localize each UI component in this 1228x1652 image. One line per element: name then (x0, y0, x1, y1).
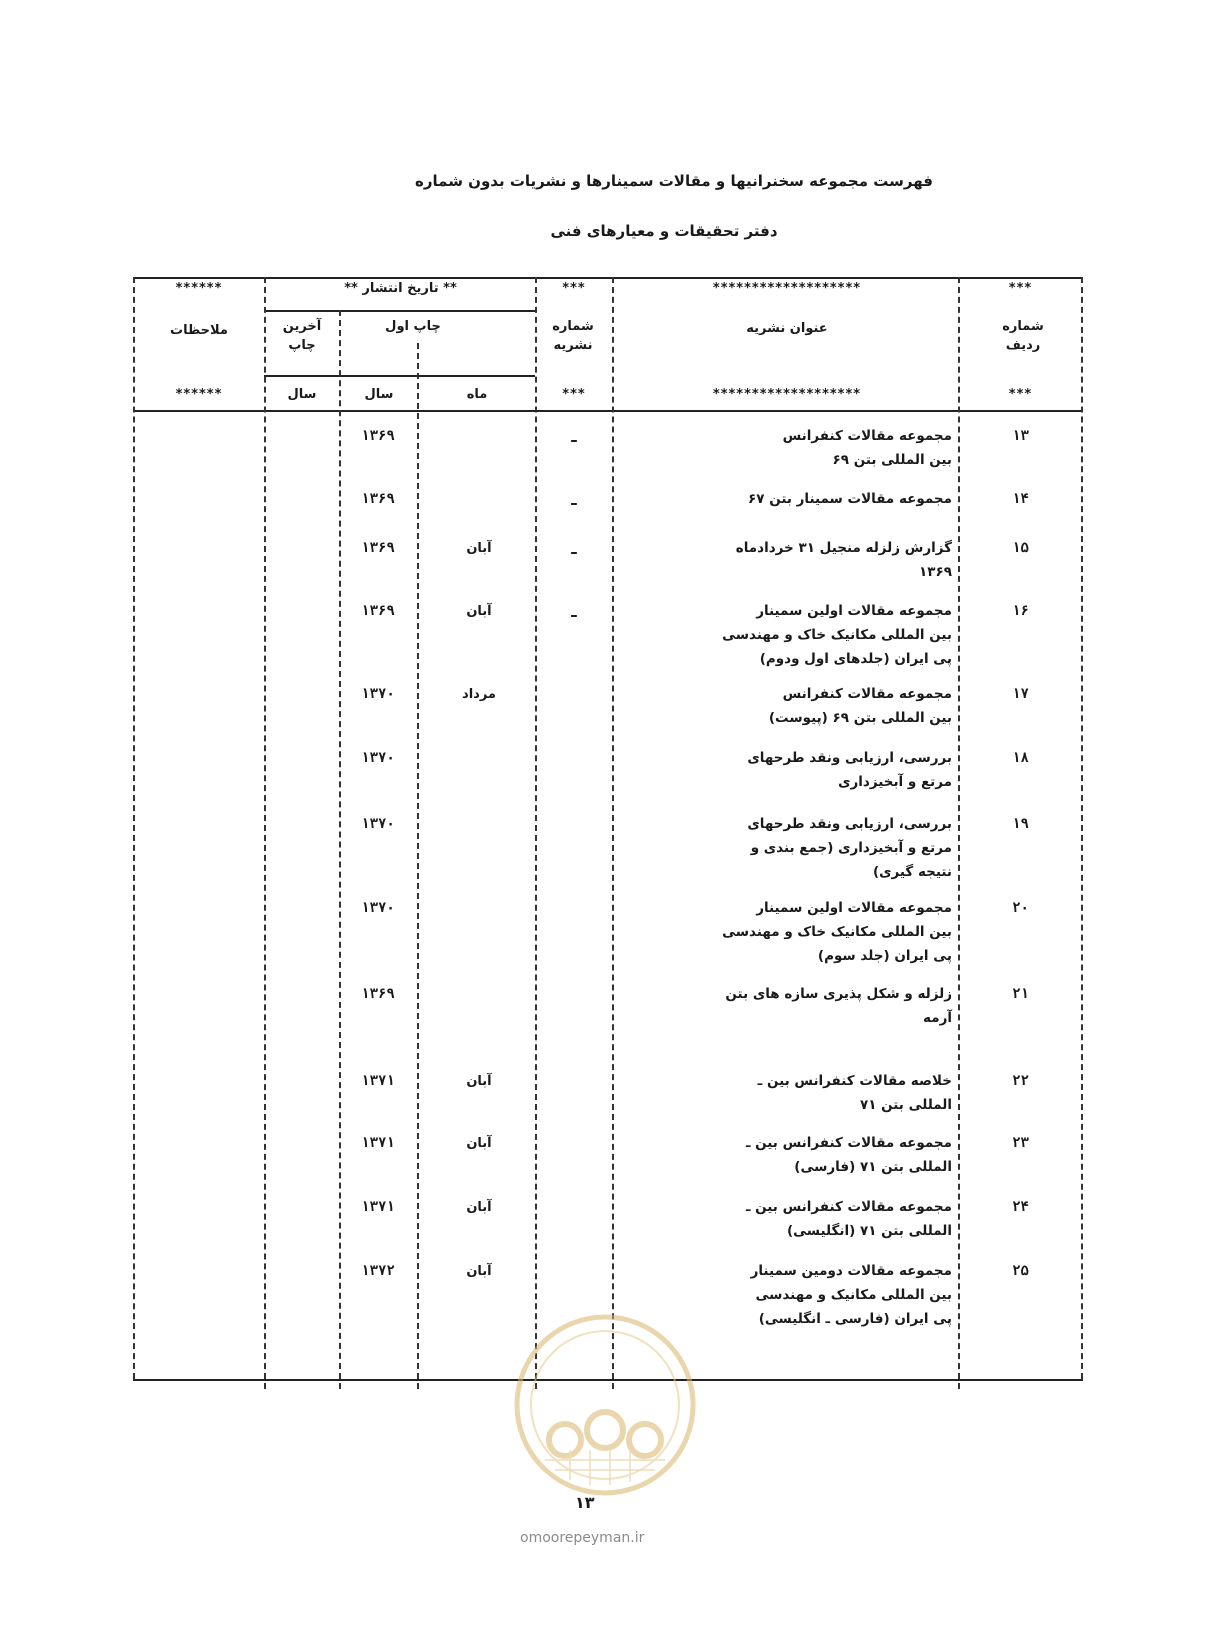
row-publication-number: ـ (571, 427, 577, 446)
column-separator (535, 277, 537, 1389)
subheader-divider (264, 375, 535, 377)
row-number: ۱۵ (1012, 540, 1029, 556)
column-separator (417, 343, 419, 1389)
month-header: ماه (466, 387, 488, 402)
row-number: ۲۴ (1012, 1199, 1029, 1215)
row-number: ۱۳ (1012, 428, 1029, 444)
remarks-header: ملاحظات (170, 323, 228, 338)
row-month: آبان (466, 541, 492, 556)
row-title: مجموعه مقالات کنفرانس بین المللی بتن ۶۹ (پیوست) (768, 686, 952, 726)
row-title: بررسی، ارزیابی ونقد طرحهای مرتع و آبخیزداری (جمع بندی و نتیجه گیری) (747, 816, 952, 880)
row-title: زلزله و شکل پذیری سازه های بتن آرمه (725, 986, 952, 1026)
publisher-seal-watermark (510, 1310, 700, 1500)
row-number: ۱۹ (1012, 816, 1029, 832)
row-month: آبان (466, 604, 492, 619)
row-number: ۲۰ (1012, 900, 1029, 916)
row-publication-number: ـ (571, 602, 577, 621)
year-header: سال (364, 387, 394, 402)
row-year: ۱۳۷۱ (361, 1073, 395, 1089)
row-number: ۱۷ (1012, 686, 1029, 702)
row-publication-number: ـ (571, 539, 577, 558)
last-year-header: سال (287, 387, 317, 402)
row-number-header: شماره ردیف (1002, 319, 1044, 353)
row-title: گزارش زلزله منجیل ۳۱ خردادماه ۱۳۶۹ (735, 540, 952, 580)
row-title: مجموعه مقالات کنفرانس بین ـ المللی بتن ۷۱ (انگلیسی) (745, 1199, 952, 1239)
page-number: ۱۳ (575, 1493, 595, 1512)
column-separator (958, 277, 960, 1389)
row-title: مجموعه مقالات سمینار بتن ۶۷ (748, 491, 952, 507)
row-number: ۱۸ (1012, 750, 1029, 766)
row-year: ۱۳۶۹ (361, 491, 395, 507)
header-stars: ******************* (712, 281, 862, 296)
date-group-divider (264, 310, 536, 312)
row-year: ۱۳۷۱ (361, 1135, 395, 1151)
row-month: آبان (466, 1200, 492, 1215)
column-separator (339, 310, 341, 1389)
row-number: ۱۶ (1012, 603, 1029, 619)
row-number: ۱۴ (1012, 491, 1029, 507)
column-separator (1081, 277, 1083, 1379)
publications-table (133, 277, 1083, 1457)
row-year: ۱۳۶۹ (361, 986, 395, 1002)
row-year: ۱۳۷۰ (361, 900, 395, 916)
row-month: مرداد (462, 687, 496, 702)
title-header: عنوان نشریه (746, 321, 828, 336)
row-number: ۲۲ (1012, 1073, 1029, 1089)
row-title: مجموعه مقالات دومین سمینار بین المللی مکانیک و مهندسی پی ایران (فارسی ـ انگلیسی) (750, 1263, 952, 1327)
row-year: ۱۳۷۰ (361, 750, 395, 766)
row-number: ۲۳ (1012, 1135, 1029, 1151)
row-title: مجموعه مقالات کنفرانس بین المللی بتن ۶۹ (782, 428, 952, 468)
header-stars: ****** (175, 387, 223, 402)
first-print-header: چاپ اول (385, 319, 441, 334)
row-year: ۱۳۶۹ (361, 540, 395, 556)
row-title: مجموعه مقالات کنفرانس بین ـ المللی بتن ۷۱ (فارسی) (745, 1135, 952, 1175)
date-group-header: ** تاریخ انتشار ** (344, 281, 457, 296)
watermark-text: omoorepeyman.ir (520, 1530, 645, 1546)
header-stars: ******************* (712, 387, 862, 402)
row-month: آبان (466, 1074, 492, 1089)
column-separator (133, 277, 135, 1379)
row-publication-number: ـ (571, 490, 577, 509)
row-year: ۱۳۷۲ (361, 1263, 395, 1279)
row-year: ۱۳۶۹ (361, 428, 395, 444)
row-month: آبان (466, 1136, 492, 1151)
header-bottom-border (133, 410, 1083, 412)
row-year: ۱۳۶۹ (361, 603, 395, 619)
row-title: خلاصه مقالات کنفرانس بین ـ المللی بتن ۷۱ (757, 1073, 952, 1113)
row-number: ۲۱ (1012, 986, 1029, 1002)
column-separator (264, 277, 266, 1389)
publication-number-header: شماره نشریه (552, 319, 594, 353)
header-stars: *** (562, 281, 586, 296)
row-year: ۱۳۷۰ (361, 816, 395, 832)
document-subtitle: دفتر تحقیقات و معیارهای فنی (550, 222, 778, 240)
column-separator (612, 277, 614, 1389)
document-title: فهرست مجموعه سخنرانیها و مقالات سمینارها و نشریات بدون شماره (415, 172, 933, 190)
row-title: بررسی، ارزیابی ونقد طرحهای مرتع و آبخیزداری (747, 750, 952, 790)
header-stars: *** (1008, 281, 1033, 296)
row-month: آبان (466, 1264, 492, 1279)
header-stars: ****** (175, 281, 223, 296)
row-year: ۱۳۷۰ (361, 686, 395, 702)
row-title: مجموعه مقالات اولین سمینار بین المللی مکانیک خاک و مهندسی پی ایران (جلدهای اول ودوم) (722, 603, 952, 667)
row-number: ۲۵ (1012, 1263, 1029, 1279)
row-year: ۱۳۷۱ (361, 1199, 395, 1215)
last-print-header: آخرین چاپ (282, 319, 322, 353)
row-title: مجموعه مقالات اولین سمینار بین المللی مکانیک خاک و مهندسی پی ایران (جلد سوم) (722, 900, 952, 964)
header-stars: *** (562, 387, 586, 402)
header-stars: *** (1008, 387, 1033, 402)
